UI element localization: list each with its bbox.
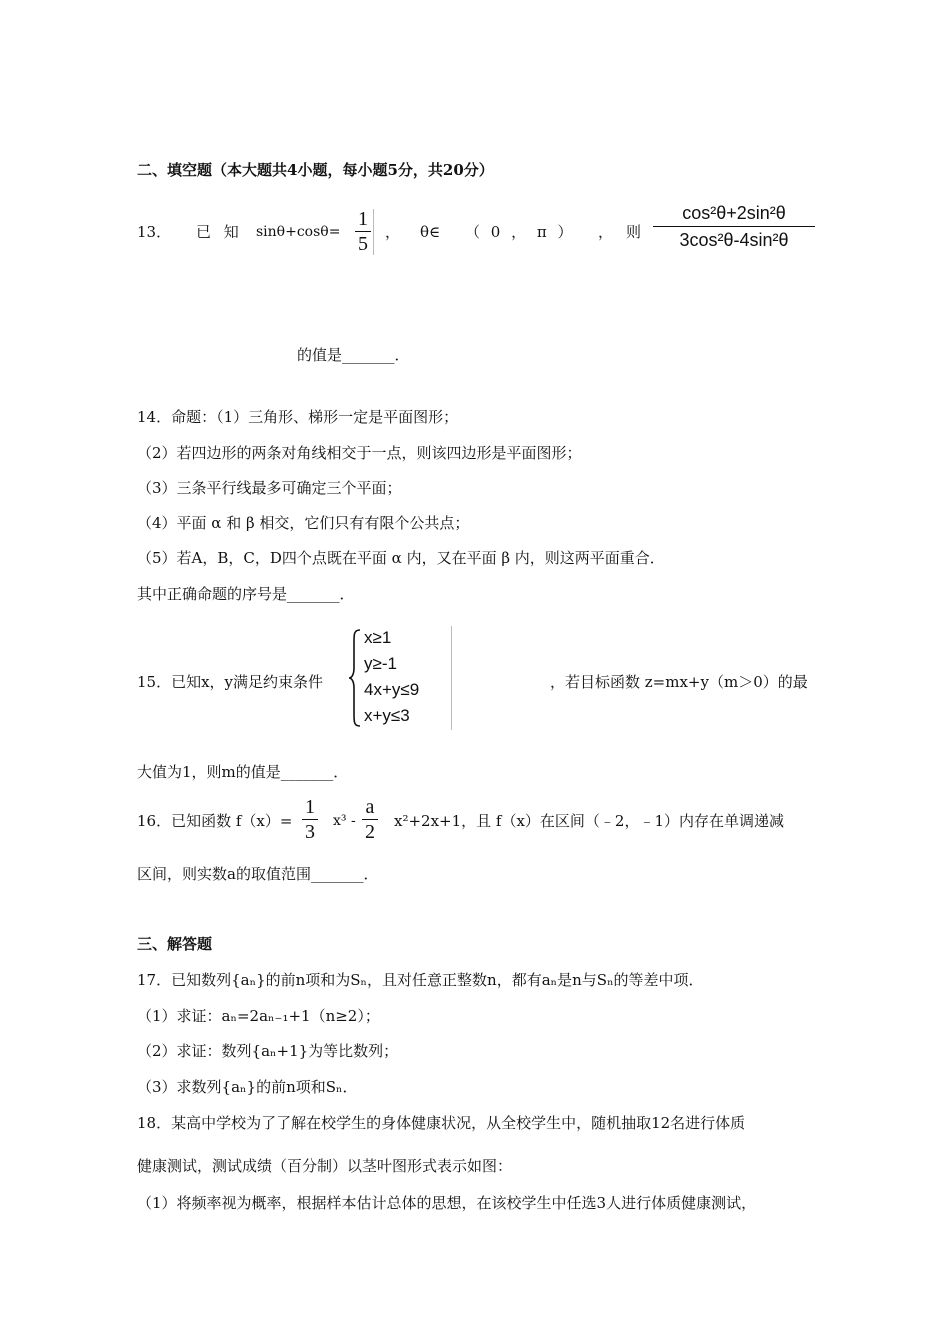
q13-tail: 的值是_______． bbox=[297, 346, 410, 364]
q17-line: （3）求数列{aₙ}的前n项和Sₙ． bbox=[137, 1078, 358, 1096]
q16-fraction-1-numerator: 1 bbox=[305, 796, 315, 818]
q13-fraction bbox=[355, 209, 371, 254]
q15-constraint-system bbox=[348, 626, 453, 730]
left-brace-icon bbox=[348, 628, 362, 728]
q13-comma-2: ， bbox=[598, 223, 614, 241]
q15-constraint: x≥1 bbox=[364, 628, 392, 647]
q16-fraction-1 bbox=[302, 797, 318, 842]
q16-fraction-1-bar bbox=[302, 819, 318, 820]
q16-fraction-2-bar bbox=[362, 819, 378, 820]
q13-fraction-numerator: 1 bbox=[358, 208, 368, 230]
q17-line: （2）求证：数列{aₙ+1}为等比数列； bbox=[137, 1042, 399, 1060]
q14-line: （3）三条平行线最多可确定三个平面； bbox=[137, 479, 402, 497]
q15-constraint: 4x+y≤9 bbox=[364, 680, 420, 699]
q14-line: （4）平面 α 和 β 相交，它们只有有限个公共点； bbox=[137, 514, 470, 532]
q16-trail: x²+2x+1，且 f（x）在区间（﹣2，﹣1）内存在单调递减 bbox=[394, 812, 785, 830]
q18-line: 健康测试，测试成绩（百分制）以茎叶图形式表示如图： bbox=[137, 1157, 513, 1175]
q13-big-numerator: cos²θ+2sin²θ bbox=[682, 203, 786, 223]
q15-trail: ，若目标函数 z=mx+y（m＞0）的最 bbox=[550, 673, 808, 691]
q13-then: 则 bbox=[626, 223, 642, 241]
q13-fraction-denominator: 5 bbox=[358, 233, 368, 255]
q15-divider bbox=[451, 626, 452, 730]
q17-line: （1）求证：aₙ=2aₙ₋₁+1（n≥2）； bbox=[137, 1007, 380, 1025]
q14-line: （2）若四边形的两条对角线相交于一点，则该四边形是平面图形； bbox=[137, 444, 582, 462]
q16-lead: 16．已知函数 f（x）= bbox=[137, 812, 293, 830]
q16-line-2: 区间，则实数a的取值范围_______． bbox=[137, 865, 379, 883]
q15-constraint: y≥-1 bbox=[364, 654, 397, 673]
q14-line: 其中正确命题的序号是_______． bbox=[137, 585, 355, 603]
q13-given: 已 知 bbox=[196, 223, 243, 241]
q17-line: 17．已知数列{aₙ}的前n项和为Sₙ，且对任意正整数n，都有aₙ是n与Sₙ的等差中项． bbox=[137, 971, 704, 989]
q15-constraint: x+y≤3 bbox=[364, 706, 410, 725]
q13-big-fraction bbox=[653, 204, 815, 249]
q18-line: （1）将频率视为概率，根据样本估计总体的思想，在该校学生中任选3人进行体质健康测试， bbox=[137, 1194, 757, 1212]
q13-divider bbox=[373, 209, 374, 255]
q15-line-2: 大值为1，则m的值是_______． bbox=[137, 763, 349, 781]
q18-line: 18．某高中学校为了了解在校学生的身体健康状况，从全校学生中，随机抽取12名进行体质 bbox=[137, 1114, 746, 1132]
q13-interval: （ 0 ， π ） bbox=[465, 223, 576, 241]
q13-fraction-bar bbox=[355, 231, 371, 232]
q16-fraction-2-numerator: a bbox=[365, 796, 375, 818]
section-3-heading: 三、解答题 bbox=[137, 935, 213, 953]
q13-theta-in: θ∈ bbox=[420, 223, 441, 241]
q13-number: 13． bbox=[137, 223, 172, 241]
q16-fraction-2-denominator: 2 bbox=[365, 821, 375, 843]
q13-comma: ， bbox=[385, 223, 401, 241]
q14-line: 14．命题：（1）三角形、梯形一定是平面图形； bbox=[137, 408, 459, 426]
section-2-heading: 二、填空题（本大题共4小题，每小题5分，共20分） bbox=[137, 161, 494, 179]
q15-lead: 15．已知x，y满足约束条件 bbox=[137, 673, 324, 691]
q13-expression: sinθ+cosθ= bbox=[256, 224, 341, 240]
q14-line: （5）若A，B，C，D四个点既在平面 α 内，又在平面 β 内，则这两平面重合． bbox=[137, 549, 665, 567]
q16-middle: x³ - bbox=[333, 813, 356, 829]
q16-fraction-1-denominator: 3 bbox=[305, 821, 315, 843]
q13-big-fraction-bar bbox=[653, 226, 815, 227]
q16-fraction-2 bbox=[362, 797, 378, 842]
q13-big-denominator: 3cos²θ-4sin²θ bbox=[679, 230, 789, 250]
